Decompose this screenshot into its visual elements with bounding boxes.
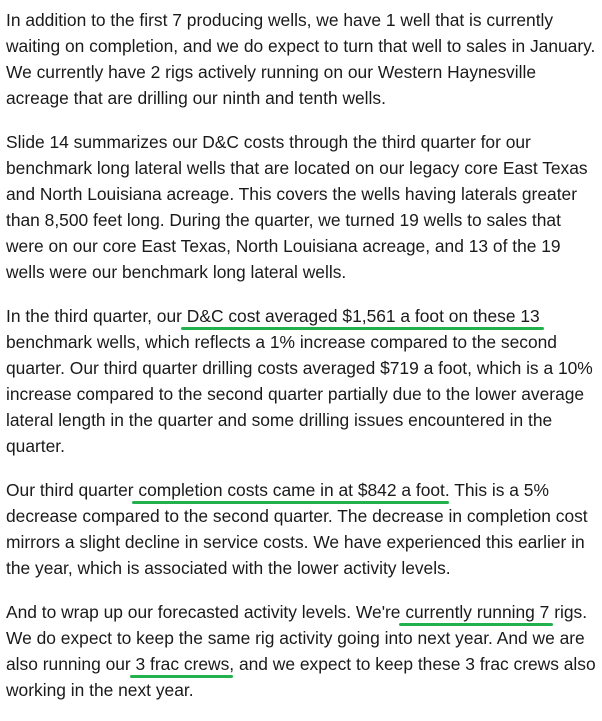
highlight-rigs-running: currently running 7 xyxy=(405,602,550,622)
text-segment: rigs. We do expect to keep the same rig activity going into next year. And we are also running our xyxy=(6,602,588,674)
paragraph-dc-costs-summary: Slide 14 summarizes our D&C costs through the third quarter for our benchmark long lateral wells that are located on our legacy core East Texas and North Louisiana acreage. This covers the wells having laterals greater than 8,500 feet long. During the quarter, we turned 19 wells to sales that were on our core East Texas, North Louisiana acreage, and 13 of the 19 wells were our benchmark long lateral wells. xyxy=(6,132,588,282)
document-body xyxy=(6,7,598,721)
text-segment: benchmark wells, which reflects a 1% increase compared to the second quarter. Our third quarter drilling costs averaged $719 a foot, which is a 10% increase compared to the second quarter partially due to the lower average lateral length in the quarter and some drilling issues encountered in the quarter. xyxy=(6,332,593,456)
text-segment: , and we expect to keep these 3 frac crews also working in the next year. xyxy=(6,654,596,700)
paragraph-wells-completion: In addition to the first 7 producing wells, we have 1 well that is currently waiting on completion, and we do expect to turn that well to sales in January. We currently have 2 rigs actively running on our Western Haynesville acreage that are drilling our ninth and tenth wells. xyxy=(6,10,596,108)
highlight-frac-crews: 3 frac crews xyxy=(135,654,230,674)
text-segment: . This is a 5% decrease compared to the second quarter. The decrease in completion cost mirrors a slight decline in service costs. We have experienced this earlier in the year, which is associated with the lower activity levels. xyxy=(6,480,588,578)
highlight-dc-cost: D&C cost averaged $1,561 a foot on these 13 xyxy=(186,306,540,326)
paragraph-activity-levels xyxy=(6,599,598,703)
text-segment: Our third quarter xyxy=(6,480,139,500)
text-segment: In the third quarter, our xyxy=(6,306,187,326)
highlight-completion-cost: completion costs came in at $842 a foot xyxy=(138,480,445,500)
text-segment: And to wrap up our forecasted activity levels. We're xyxy=(6,602,406,622)
paragraph-dc-cost-average xyxy=(6,303,598,459)
paragraph-completion-costs xyxy=(6,477,598,581)
